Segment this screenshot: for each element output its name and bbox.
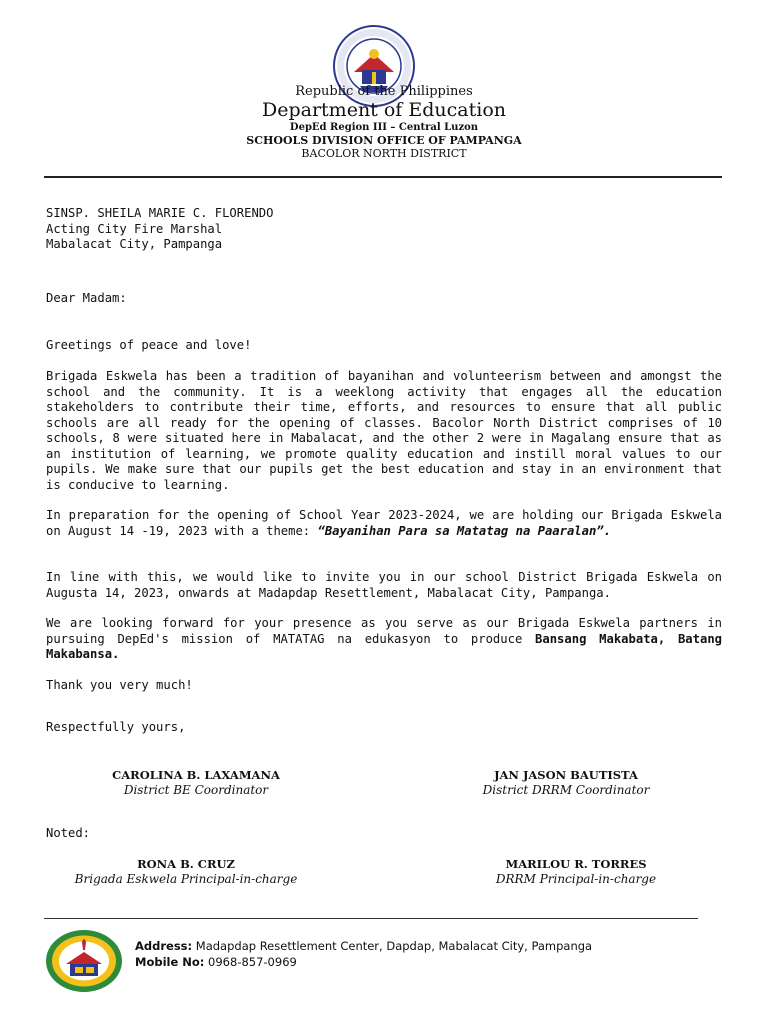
footer-divider [44,918,698,919]
signatory-role: District DRRM Coordinator [482,783,650,797]
salutation: Dear Madam: [46,291,127,305]
letterhead [0,84,768,160]
motto-text: Bansang Makabata, Batang Makabansa. [46,631,722,661]
footer-contact [135,938,592,970]
mobile-value: 0968-857-0969 [204,955,297,969]
signatory-drrm-principal [446,857,706,887]
closing-line: Respectfully yours, [46,720,186,734]
signatory-be-coordinator [66,768,326,798]
thanks-line: Thank you very much! [46,678,193,692]
address-line [135,938,592,954]
paragraph-3: In line with this, we would like to invite you in our school District Brigada Eskwela on Augusta 14, 2023, onwards at Madapdap Resettlement, Mabalacat City, Pampanga. [46,570,722,600]
signatory-name: CAROLINA B. LAXAMANA [112,768,280,782]
theme-text: “Bayanihan Para sa Matatag na Paaralan”. [317,523,611,538]
noted-label: Noted: [46,826,91,840]
address-label: Address: [135,939,193,953]
signatory-drrm-coordinator [436,768,696,798]
signatory-role: DRRM Principal-in-charge [495,872,657,886]
division-line: SCHOOLS DIVISION OFFICE OF PAMPANGA [246,134,522,147]
signatory-role: District BE Coordinator [123,783,269,797]
paragraph-2 [46,508,722,539]
district-logo [44,928,124,994]
header-divider [44,176,722,178]
paragraph-2-text: In preparation for the opening of School Year 2023-2024, we are holding our Brigada Eskwela on August 14 -19, 2023 with a theme: [46,508,722,538]
signatory-name: JAN JASON BAUTISTA [494,768,638,782]
recipient-title: Acting City Fire Marshal [46,221,223,236]
signatory-role: Brigada Eskwela Principal-in-charge [74,872,298,886]
paragraph-4 [46,616,722,663]
signatory-be-principal [46,857,326,887]
district-line: BACOLOR NORTH DISTRICT [301,147,467,160]
department-title: Department of Education [262,99,506,121]
address-value: Madapdap Resettlement Center, Dapdap, Mabalacat City, Pampanga [192,939,593,953]
mobile-line [135,954,592,970]
region-line: DepEd Region III – Central Luzon [289,122,479,133]
paragraph-4-text: We are looking forward for your presence as you serve as our Brigada Eskwela partners in pursuing DepEd's mission of MATATAG na edukasyon to produce [46,616,722,646]
signatory-name: RONA B. CRUZ [137,857,235,871]
signatory-name: MARILOU R. TORRES [505,857,647,871]
recipient-name: SINSP. SHEILA MARIE C. FLORENDO [46,206,274,220]
recipient-location: Mabalacat City, Pampanga [46,237,223,251]
recipient-block [46,206,722,253]
republic-line: Republic of the Philippines [295,84,473,99]
mobile-label: Mobile No: [135,955,205,969]
greeting: Greetings of peace and love! [46,338,252,352]
paragraph-1: Brigada Eskwela has been a tradition of bayanihan and volunteerism between and amongst the school and the community. It is a weeklong activity that engages all the education stakeholders to contribute their time, efforts, and resources to ensure that all public schools are all ready for the opening of classes. Bacolor North District comprises of 10 schools, 8 were situated here in Mabalacat, and the other 2 were in Magalang ensure that as an institution of learning, we promote quality education and instill moral values to our pupils. We make sure that our pupils get the best education and stay in an environment that is conducive to learning. [46,369,722,492]
